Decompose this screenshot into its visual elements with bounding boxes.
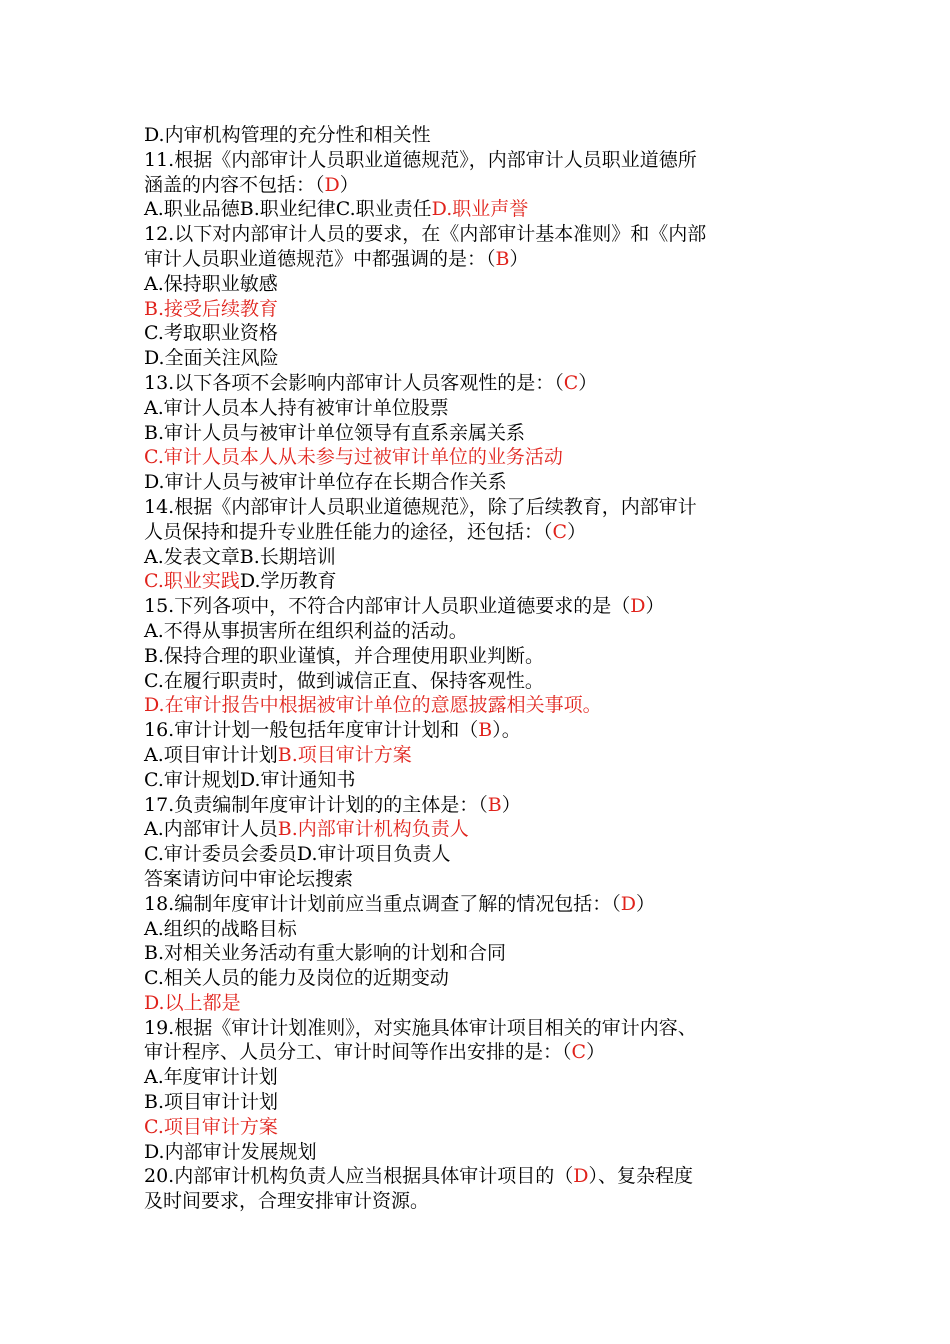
text-line xyxy=(144,1115,814,1140)
text-line xyxy=(144,197,814,222)
body-text: 12.以下对内部审计人员的要求，在《内部审计基本准则》和《内部 xyxy=(144,223,707,246)
body-text: A.项目审计计划 xyxy=(144,743,278,766)
body-text: C.审计委员会委员D.审计项目负责人 xyxy=(144,843,451,866)
text-line xyxy=(144,1040,814,1065)
body-text: ） xyxy=(645,595,665,618)
text-line xyxy=(144,1164,814,1189)
text-line xyxy=(144,644,814,669)
text-line xyxy=(144,1140,814,1165)
body-text: ）、复杂程度 xyxy=(588,1165,693,1188)
body-text: ）。 xyxy=(492,719,521,742)
body-text: 18.编制年度审计计划前应当重点调查了解的情况包括：（ xyxy=(144,892,621,915)
answer-text: C.审计人员本人从未参与过被审计单位的业务活动 xyxy=(144,446,563,469)
body-text: ） xyxy=(509,247,529,270)
body-text: D.内审机构管理的充分性和相关性 xyxy=(144,124,431,146)
body-text: ） xyxy=(339,173,359,196)
answer-text: D.职业声誉 xyxy=(431,198,529,221)
answer-text: C.项目审计方案 xyxy=(144,1115,278,1138)
text-line xyxy=(144,991,814,1016)
text-line xyxy=(144,619,814,644)
text-line xyxy=(144,1016,814,1041)
body-text: A.内部审计人员 xyxy=(144,818,278,841)
answer-text: B xyxy=(495,247,510,270)
body-text: 13.以下各项不会影响内部审计人员客观性的是：（ xyxy=(144,371,564,394)
text-line xyxy=(144,669,814,694)
answer-text: B xyxy=(487,793,502,816)
body-text: A.保持职业敏感 xyxy=(144,272,278,295)
text-line xyxy=(144,1065,814,1090)
body-text: A.不得从事损害所在组织利益的活动。 xyxy=(144,619,468,642)
text-line xyxy=(144,445,814,470)
body-text: D.全面关注风险 xyxy=(144,347,279,370)
body-text: 19.根据《审计计划准则》，对实施具体审计项目相关的审计内容、 xyxy=(144,1016,697,1039)
body-text: 20.内部审计机构负责人应当根据具体审计项目的（ xyxy=(144,1165,574,1188)
body-text: A.组织的战略目标 xyxy=(144,917,297,940)
text-line xyxy=(144,321,814,346)
text-line xyxy=(144,1189,814,1214)
body-text: 审计人员职业道德规范》中都强调的是：（ xyxy=(144,247,496,270)
body-text: ） xyxy=(578,371,598,394)
body-text: C.考取职业资格 xyxy=(144,322,278,345)
answer-text: B.项目审计方案 xyxy=(277,743,412,766)
answer-text: D xyxy=(573,1165,589,1188)
text-line xyxy=(144,520,814,545)
answer-text: C xyxy=(571,1041,587,1064)
body-text: ） xyxy=(635,892,655,915)
text-line xyxy=(144,817,814,842)
text-line xyxy=(144,545,814,570)
text-line xyxy=(144,917,814,942)
text-line xyxy=(144,346,814,371)
text-line xyxy=(144,396,814,421)
body-text: B.保持合理的职业谨慎，并合理使用职业判断。 xyxy=(144,644,545,667)
text-line xyxy=(144,272,814,297)
body-text: B.项目审计计划 xyxy=(144,1091,279,1114)
answer-text: D xyxy=(630,595,646,618)
body-text: 17.负责编制年度审计计划的的主体是：（ xyxy=(144,793,488,816)
body-text: B.审计人员与被审计单位领导有直系亲属关系 xyxy=(144,421,526,444)
text-line xyxy=(144,148,814,173)
body-text: ） xyxy=(567,520,587,543)
answer-text: D xyxy=(620,892,636,915)
answer-text: C.职业实践 xyxy=(144,570,240,593)
body-text: A.职业品德B.职业纪律C.职业责任 xyxy=(144,198,432,221)
answer-text: D.在审计报告中根据被审计单位的意愿披露相关事项。 xyxy=(144,694,602,717)
body-text: 审计程序、人员分工、审计时间等作出安排的是：（ xyxy=(144,1041,572,1064)
body-text: 11.根据《内部审计人员职业道德规范》，内部审计人员职业道德所 xyxy=(144,148,697,171)
body-text: D.学历教育 xyxy=(239,570,337,593)
answer-text: B.内部审计机构负责人 xyxy=(277,818,469,841)
text-line xyxy=(144,966,814,991)
text-line xyxy=(144,495,814,520)
body-text: 答案请访问中审论坛搜索 xyxy=(144,867,354,890)
text-line xyxy=(144,941,814,966)
text-line xyxy=(144,743,814,768)
body-text: 16.审计计划一般包括年度审计计划和（ xyxy=(144,719,479,742)
body-text: B.对相关业务活动有重大影响的计划和合同 xyxy=(144,942,507,965)
body-text: A.年度审计计划 xyxy=(144,1066,278,1089)
text-line xyxy=(144,842,814,867)
body-text: D.审计人员与被审计单位存在长期合作关系 xyxy=(144,471,507,494)
text-line xyxy=(144,718,814,743)
body-text: 人员保持和提升专业胜任能力的途径，还包括：（ xyxy=(144,520,553,543)
text-line xyxy=(144,867,814,892)
text-line xyxy=(144,892,814,917)
body-text: 涵盖的内容不包括：（ xyxy=(144,173,325,196)
answer-text: D xyxy=(324,173,340,196)
text-line xyxy=(144,470,814,495)
text-line xyxy=(144,247,814,272)
text-line xyxy=(144,569,814,594)
body-text: C.在履行职责时，做到诚信正直、保持客观性。 xyxy=(144,669,544,692)
answer-text: C xyxy=(563,371,579,394)
body-text: C.相关人员的能力及岗位的近期变动 xyxy=(144,967,449,990)
text-line xyxy=(144,222,814,247)
answer-text: B xyxy=(478,719,493,742)
text-line xyxy=(144,297,814,322)
text-line xyxy=(144,1090,814,1115)
text-line xyxy=(144,173,814,198)
text-line xyxy=(144,421,814,446)
body-text: ） xyxy=(586,1041,606,1064)
text-line xyxy=(144,123,814,148)
text-line xyxy=(144,693,814,718)
body-text: C.审计规划D.审计通知书 xyxy=(144,768,356,791)
text-line xyxy=(144,768,814,793)
text-line xyxy=(144,793,814,818)
body-text: A.发表文章B.长期培训 xyxy=(144,545,336,568)
body-text: 及时间要求，合理安排审计资源。 xyxy=(144,1190,430,1213)
document-page xyxy=(144,123,814,1214)
text-line xyxy=(144,594,814,619)
body-text: D.内部审计发展规划 xyxy=(144,1140,317,1163)
body-text: ） xyxy=(501,793,521,816)
answer-text: B.接受后续教育 xyxy=(144,297,279,320)
body-text: 14.根据《内部审计人员职业道德规范》，除了后续教育，内部审计 xyxy=(144,495,697,518)
answer-text: C xyxy=(552,520,568,543)
body-text: A.审计人员本人持有被审计单位股票 xyxy=(144,396,449,419)
body-text: 15.下列各项中，不符合内部审计人员职业道德要求的是（ xyxy=(144,595,631,618)
answer-text: D.以上都是 xyxy=(144,991,241,1014)
text-line xyxy=(144,371,814,396)
